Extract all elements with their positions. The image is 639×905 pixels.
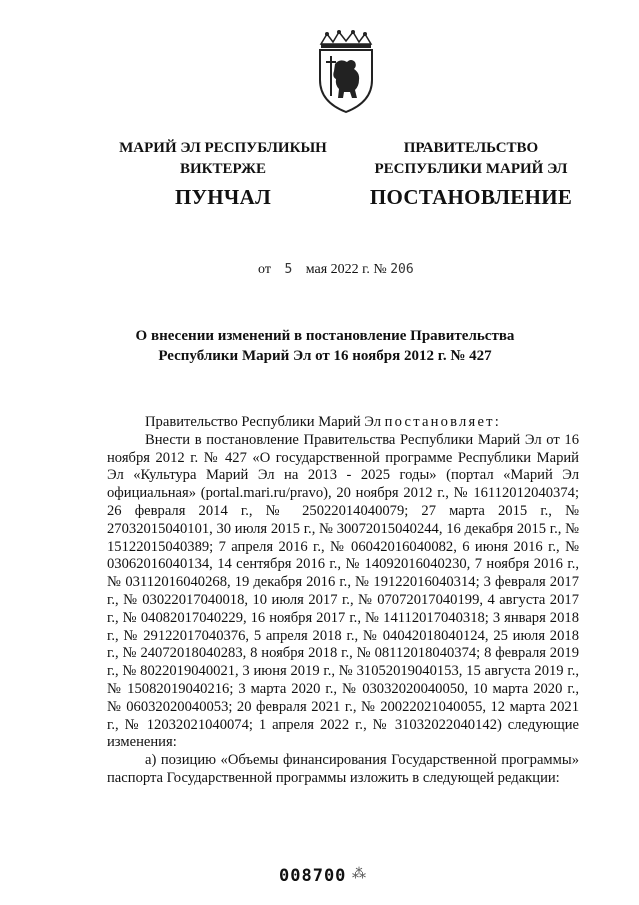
footer-stamp-mark-icon: ⁂ bbox=[352, 867, 366, 882]
item-a-paragraph: а) позицию «Объемы финансирования Государственной программы» паспорта Государственной программы изложить в следующей редакции: bbox=[107, 752, 579, 786]
header-left-line2: ВИКТЕРЖЕ bbox=[179, 161, 267, 177]
intro-verb: постановляет: bbox=[384, 414, 501, 430]
header-left-doc-type: ПУНЧАЛ bbox=[174, 185, 272, 209]
decree-number: 206 bbox=[390, 262, 414, 277]
main-paragraph: Внести в постановление Правительства Республики Марий Эл от 16 ноября 2012 г. № 427 «О государственной программе Республики Марий Эл «Культура Марий Эл на 2013 - 2025 годы» (портал «Марий Эл официальная» (portal.mari.ru/pravo), 20 ноября 2012 г., № 16112012040374; 26 февраля 2014 г., № 25022014040079; 27 марта 2015 г., № 27032015040101, 30 июля 2015 г., № 30072015040244, 16 декабря 2015 г., № 15122015040389; 7 апреля 2016 г., № 06042016040082, 6 июня 2016 г., № 03062016040134, 14 сентября 2016 г., № 14092016040230, 7 ноября 2016 г., № 03112016040268, 19 декабря 2016 г., № 19122016040314; 3 февраля 2017 г., № 03022017040018, 10 июля 2017 г., № 07072017040199, 4 августа 2017 г., № 04082017040229, 16 ноября 2017 г., № 14112017040318; 3 января 2018 г., № 29122017040376, 5 апреля 2018 г., № 04042018040124, 25 июля 2018 г., № 24072018040283, 8 ноября 2018 г., № 08112018040374; 8 февраля 2019 г., № 8022019040021, 3 июня 2019 г., № 31052019040153, 15 августа 2019 г., № 15082019040216; 3 марта 2020 г., № 03032020040050, 10 марта 2020 г., № 06032020040053; 20 февраля 2021 г., № 20022021040055, 12 марта 2021 г., № 12032021040074; 1 апреля 2022 г., № 31032022040142) следующие изменения: bbox=[107, 431, 579, 751]
header-mari bbox=[98, 138, 348, 210]
date-prefix: от bbox=[258, 262, 271, 277]
intro-org: Правительство Республики Марий Эл bbox=[145, 414, 382, 430]
title-line2: Республики Марий Эл от 16 ноября 2012 г. № 427 bbox=[158, 348, 492, 364]
document-body bbox=[107, 414, 579, 788]
date-month-year: мая 2022 г. № bbox=[305, 262, 387, 277]
coat-of-arms-icon bbox=[313, 30, 379, 114]
header-right-line2: РЕСПУБЛИКИ МАРИЙ ЭЛ bbox=[374, 161, 568, 177]
date-line bbox=[258, 262, 414, 278]
header-right-doc-type: ПОСТАНОВЛЕНИЕ bbox=[369, 185, 573, 209]
date-day: 5 bbox=[284, 262, 293, 277]
title-line1: О внесении изменений в постановление Правительства bbox=[135, 328, 515, 344]
document-title bbox=[110, 326, 540, 366]
intro-paragraph bbox=[107, 414, 579, 432]
serial-number: 008700 bbox=[279, 866, 347, 886]
header-russian bbox=[366, 138, 576, 210]
header-right-line1: ПРАВИТЕЛЬСТВО bbox=[403, 140, 539, 156]
header-left-line1: МАРИЙ ЭЛ РЕСПУБЛИКЫН bbox=[119, 140, 327, 156]
